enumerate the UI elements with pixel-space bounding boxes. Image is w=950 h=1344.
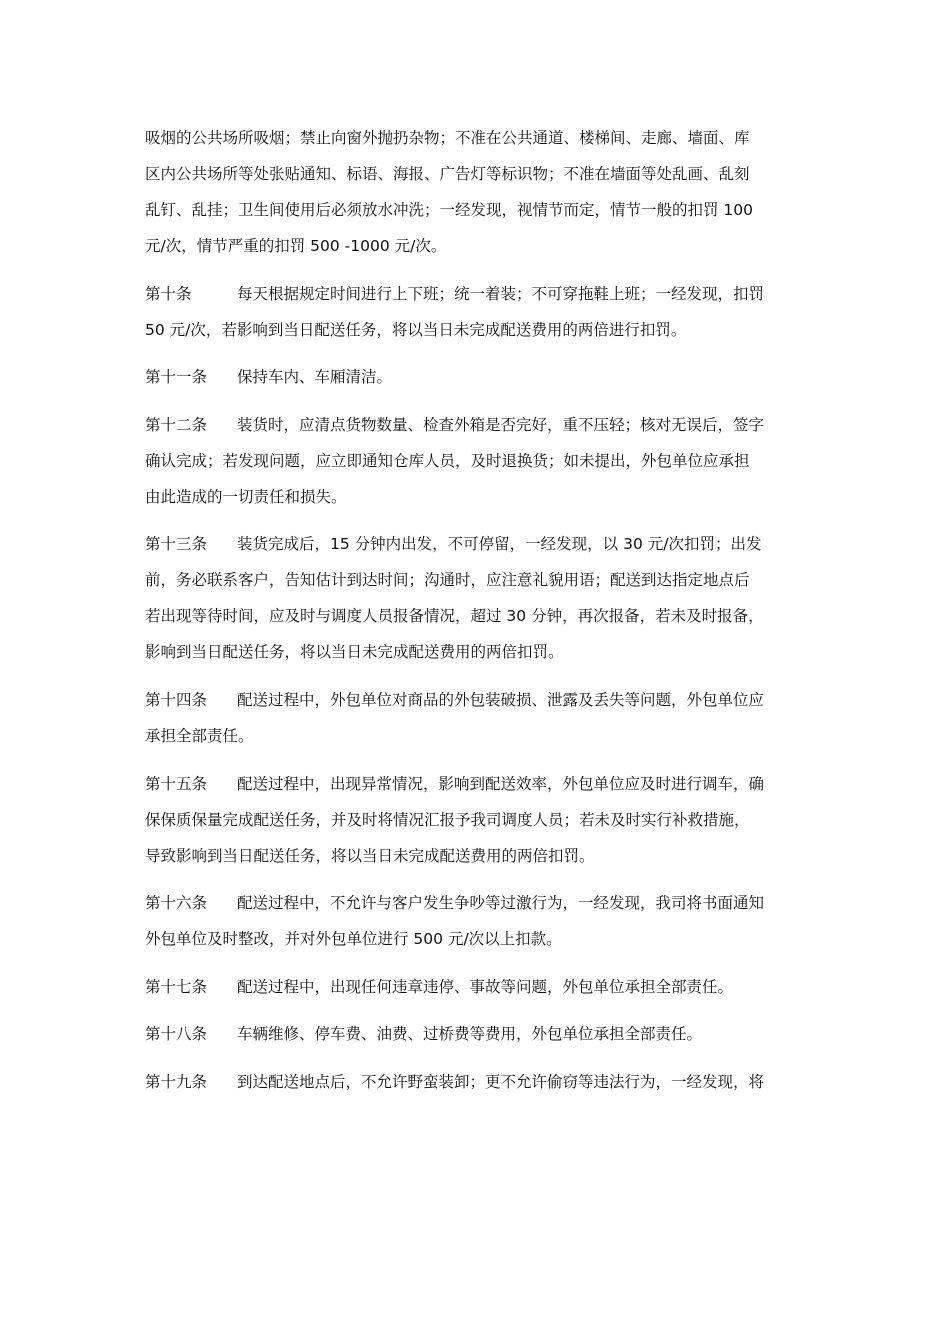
article-13: [145, 526, 810, 670]
article-text: 配送过程中，不允许与客户发生争吵等过激行为，一经发现，我司将书面通知: [237, 894, 765, 913]
paragraph-line: 前，务必联系客户，告知估计到达时间；沟通时，应注意礼貌用语；配送到达指定地点后: [145, 571, 750, 590]
article-number: 第十八条: [145, 1025, 208, 1044]
article-10: [145, 276, 810, 348]
paragraph-line: 外包单位及时整改，并对外包单位进行 500 元/次以上扣款。: [145, 930, 562, 949]
article-text: 保持车内、车厢清洁。: [237, 368, 393, 387]
article-18: [145, 1016, 810, 1052]
article-text: 每天根据规定时间进行上下班；统一着装；不可穿拖鞋上班；一经发现，扣罚: [237, 284, 765, 303]
article-text: 到达配送地点后，不允许野蛮装卸；更不允许偷窃等违法行为，一经发现，将: [237, 1072, 765, 1091]
document-body: [145, 120, 810, 1100]
article-text: 装货时，应清点货物数量、检查外箱是否完好，重不压轻；核对无误后，签字: [237, 415, 765, 434]
article-12: [145, 407, 810, 515]
paragraph-line: 50 元/次，若影响到当日配送任务，将以当日未完成配送费用的两倍进行扣罚。: [145, 320, 687, 339]
article-number: 第十二条: [145, 415, 208, 434]
article-14: [145, 682, 810, 754]
paragraph-line: 保保质保量完成配送任务，并及时将情况汇报予我司调度人员；若未及时实行补救措施，: [145, 810, 750, 829]
article-17: [145, 969, 810, 1005]
article-text: 配送过程中，出现任何违章违停、事故等问题，外包单位承担全部责任。: [237, 977, 734, 996]
intro-paragraph: [145, 120, 810, 264]
paragraph-line: 确认完成；若发现问题，应立即通知仓库人员，及时退换货；如未提出，外包单位应承担: [145, 451, 750, 470]
article-number: 第十七条: [145, 977, 208, 996]
paragraph-line: 由此造成的一切责任和损失。: [145, 487, 347, 506]
article-number: 第十五条: [145, 774, 208, 793]
paragraph-line: 若出现等待时间，应及时与调度人员报备情况，超过 30 分钟，再次报备，若未及时报备，: [145, 607, 764, 626]
article-19: [145, 1064, 810, 1100]
article-16: [145, 885, 810, 957]
article-number: 第十一条: [145, 368, 208, 387]
paragraph-line: 元/次，情节严重的扣罚 500 -1000 元/次。: [145, 237, 447, 255]
article-text: 配送过程中，出现异常情况，影响到配送效率，外包单位应及时进行调车，确: [237, 774, 765, 793]
article-number: 第十九条: [145, 1072, 208, 1091]
article-number: 第十条: [145, 284, 192, 303]
paragraph-line: 区内公共场所等处张贴通知、标语、海报、广告灯等标识物；不准在墙面等处乱画、乱刻: [145, 165, 750, 183]
paragraph-line: 吸烟的公共场所吸烟；禁止向窗外抛扔杂物；不准在公共通道、楼梯间、走廊、墙面、库: [145, 129, 750, 147]
article-number: 第十三条: [145, 535, 208, 554]
article-number: 第十四条: [145, 690, 208, 709]
article-11: [145, 359, 810, 395]
article-number: 第十六条: [145, 894, 208, 913]
paragraph-line: 影响到当日配送任务，将以当日未完成配送费用的两倍扣罚。: [145, 643, 564, 662]
article-text: 配送过程中，外包单位对商品的外包装破损、泄露及丢失等问题，外包单位应: [237, 690, 765, 709]
paragraph-line: 乱钉、乱挂；卫生间使用后必须放水冲洗；一经发现，视情节而定，情节一般的扣罚 100: [145, 201, 754, 219]
article-text: 装货完成后，15 分钟内出发，不可停留，一经发现，以 30 元/次扣罚；出发: [237, 535, 762, 554]
paragraph-line: 承担全部责任。: [145, 726, 254, 745]
article-15: [145, 766, 810, 874]
article-text: 车辆维修、停车费、油费、过桥费等费用，外包单位承担全部责任。: [237, 1025, 703, 1044]
paragraph-line: 导致影响到当日配送任务，将以当日未完成配送费用的两倍扣罚。: [145, 846, 595, 865]
